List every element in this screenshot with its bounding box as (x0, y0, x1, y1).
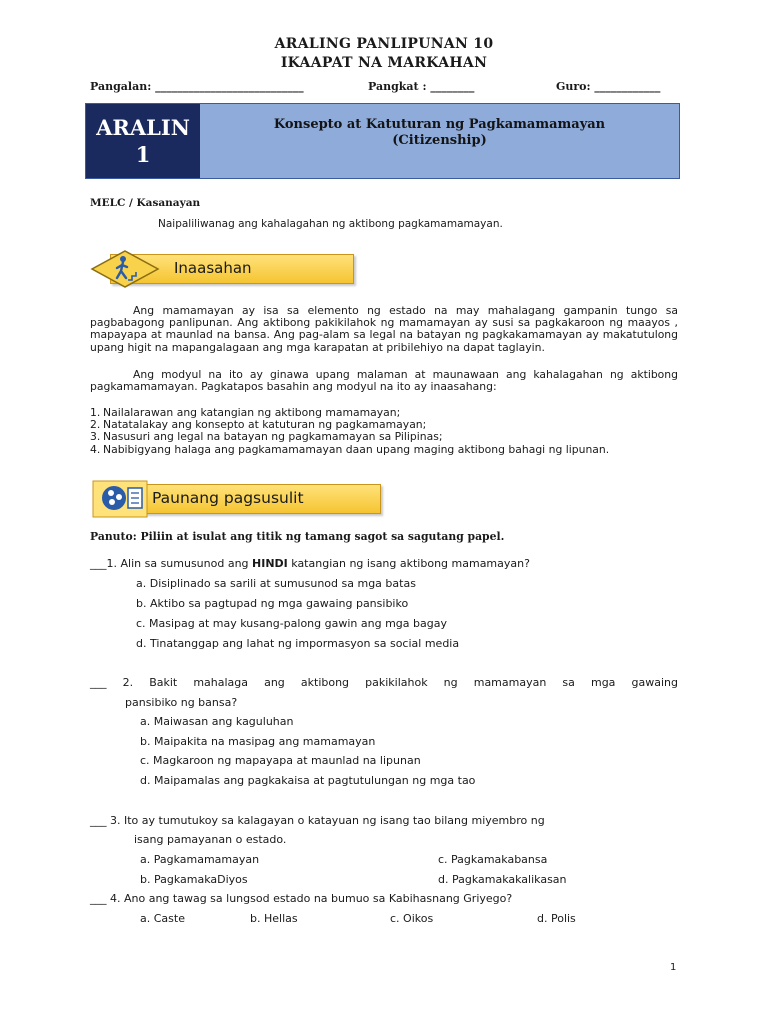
list-item-text: Nailalarawan ang katangian ng aktibong mamamayan; (103, 406, 401, 419)
inaasahan-paragraph-1 (90, 305, 678, 354)
question-4-option-b: b. Hellas (250, 912, 298, 925)
question-2-option-b: b. Maipakita na masipag ang mamamayan (140, 735, 376, 748)
question-1-option-c: c. Masipag at may kusang-palong gawin ang mga bagay (136, 617, 447, 630)
lesson-title-line2: (Citizenship) (392, 133, 487, 148)
paunang-banner (90, 480, 396, 518)
question-1 (90, 557, 678, 570)
question-3-continued: isang pamayanan o estado. (134, 833, 287, 846)
melc-label: MELC / Kasanayan (90, 197, 201, 209)
list-item-text: Nasusuri ang legal na batayan ng pagkamamayan sa Pilipinas; (103, 430, 443, 444)
quarter-title: IKAAPAT NA MARKAHAN (280, 55, 488, 71)
inaasahan-text-1: Ang mamamayan ay isa sa elemento ng estado na may mahalagang gampanin tungo sa pagbabagong panlipunan. Ang aktibong pakikilahok ng mamamayan ay susi sa pagkakaroon ng maayos , mapayapa at maunlad na bansa. Ang pag-alam sa legal na batayan ng pagkakamamayan ay makatutulong upang higit na mapangalagaan ang mga karapatan at pribilehiyo na dapat taglayin. (90, 304, 678, 354)
question-3: ___ 3. Ito ay tumutukoy sa kalagayan o katayuan ng isang tao bilang miyembro ng (90, 814, 545, 827)
instructions: Panuto: Piliin at isulat ang titik ng tamang sagot sa sagutang papel. (90, 530, 505, 543)
subject-title: ARALING PANLIPUNAN 10 (274, 36, 494, 52)
section-field: Pangkat : ________ (368, 80, 475, 93)
list-item (90, 444, 678, 456)
question-3-option-a: a. Pagkamamamayan (140, 853, 260, 866)
question-3-option-b: b. PagkamakaDiyos (140, 873, 248, 886)
question-2-continued: pansibiko ng bansa? (125, 696, 238, 709)
question-2-option-d: d. Maipamalas ang pagkakaisa at pagtutulungan ng mga tao (140, 774, 476, 787)
lesson-title-line1: Konsepto at Katuturan ng Pagkamamamayan (273, 117, 606, 132)
question-2-option-a: a. Maiwasan ang kaguluhan (140, 715, 294, 728)
list-item-number: 2. (90, 418, 101, 432)
question-1-option-d: d. Tinatanggap ang lahat ng impormasyon sa social media (136, 637, 460, 650)
page-number: 1 (670, 962, 677, 973)
question-4-option-c: c. Oikos (390, 912, 434, 925)
list-item-text: Natatalakay ang konsepto at katuturan ng pagkamamayan; (103, 418, 427, 432)
question-2-option-c: c. Magkaroon ng mapayapa at maunlad na lipunan (140, 754, 421, 767)
walking-person-icon (90, 250, 160, 288)
question-1-text-end: katangian ng isang aktibong mamamayan? (287, 557, 530, 570)
list-item (90, 431, 678, 443)
question-1-option-a: a. Disiplinado sa sarili at sumusunod sa mga batas (136, 577, 416, 590)
melc-text: Naipaliliwanag ang kahalagahan ng aktibong pagkamamamayan. (158, 218, 503, 230)
list-item-number: 4. (90, 442, 101, 456)
paunang-heading: Paunang pagsusulit (152, 489, 304, 507)
lesson-number-word: ARALIN (96, 115, 190, 140)
question-1-option-b: b. Aktibo sa pagtupad ng mga gawaing pansibiko (136, 597, 409, 610)
lesson-number (86, 104, 200, 178)
lesson-title (200, 104, 679, 178)
question-4-option-a: a. Caste (140, 912, 185, 925)
quiz-icon (92, 480, 148, 518)
lesson-header (85, 103, 680, 179)
teacher-field: Guro: ____________ (556, 80, 661, 93)
question-3-option-c: c. Pagkamakabansa (438, 853, 548, 866)
inaasahan-banner (90, 250, 356, 288)
lesson-number-digit: 1 (135, 142, 151, 167)
question-1-emphasis: HINDI (252, 557, 288, 570)
inaasahan-paragraph-2 (90, 369, 678, 393)
name-field: Pangalan: ___________________________ (90, 80, 304, 93)
inaasahan-heading: Inaasahan (174, 259, 252, 277)
list-item-text: Nabibigyang halaga ang pagkamamamayan daan upang maging aktibong bahagi ng lipunan. (103, 442, 610, 456)
question-4-option-d: d. Polis (537, 912, 576, 925)
list-item-number: 3. (90, 430, 101, 444)
question-4: ___ 4. Ano ang tawag sa lungsod estado na bumuo sa Kabihasnang Griyego? (90, 892, 513, 905)
question-2: ___ 2. Bakit mahalaga ang aktibong pakikilahok ng mamamayan sa mga gawaing (90, 676, 678, 689)
list-item-number: 1. (90, 406, 101, 419)
inaasahan-text-2: Ang modyul na ito ay ginawa upang malaman at maunawaan ang kahalagahan ng aktibong pagkamamamayan. Pagkatapos basahin ang modyul na ito ay inaasahang: (90, 368, 678, 394)
question-1-text-start: ___1. Alin sa sumusunod ang (90, 557, 253, 570)
question-3-option-d: d. Pagkamakakalikasan (438, 873, 567, 886)
objectives-list (90, 407, 678, 456)
